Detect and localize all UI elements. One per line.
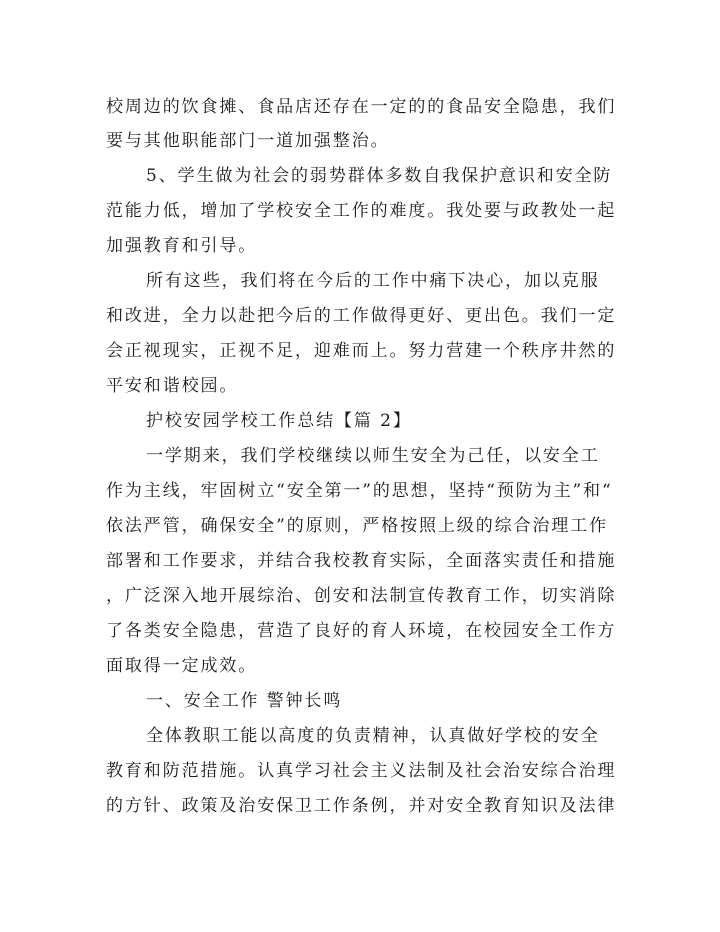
text-line: 5、学生做为社会的弱势群体多数自我保护意识和安全防 [146, 166, 613, 186]
text-line: 所有这些，我们将在今后的工作中痛下决心，加以克服 [146, 271, 600, 291]
text-line: 教育和防范措施。认真学习社会主义法制及社会治安综合治理 [106, 761, 617, 781]
text-line: 校周边的饮食摊、食品店还存在一定的的食品安全隐患，我们 [106, 97, 617, 117]
text-line: 面取得一定成效。 [106, 656, 258, 676]
text-line: 一学期来，我们学校继续以师生安全为己任，以安全工 [146, 446, 600, 466]
text-line: 和改进，全力以赴把今后的工作做得更好、更出色。我们一定 [106, 306, 617, 326]
text-line: 加强教育和引导。 [106, 236, 258, 256]
text-line: 平安和谐校园。 [106, 376, 239, 396]
text-line: 了各类安全隐患，营造了良好的育人环境，在校园安全工作方 [106, 621, 617, 641]
text-line: ，广泛深入地开展综治、创安和法制宣传教育工作，切实消除 [106, 586, 617, 606]
text-line: 依法严管，确保安全”的原则，严格按照上级的综合治理工作 [106, 516, 608, 536]
text-line: 的方针、政策及治安保卫工作条例，并对安全教育知识及法律 [106, 796, 617, 816]
text-line: 要与其他职能部门一道加强整治。 [106, 131, 390, 151]
text-line: 全体教职工能以高度的负责精神，认真做好学校的安全 [146, 726, 600, 746]
subsection-heading: 一、安全工作 警钟长鸣 [146, 691, 343, 711]
text-line: 会正视现实，正视不足，迎难而上。努力营建一个秩序井然的 [106, 341, 617, 361]
text-line: 范能力低，增加了学校安全工作的难度。我处要与政教处一起 [106, 201, 617, 221]
text-line: 部署和工作要求，并结合我校教育实际，全面落实责任和措施 [106, 551, 617, 571]
section-heading: 护校安园学校工作总结【篇 2】 [146, 411, 412, 431]
text-line: 作为主线，牢固树立“安全第一”的思想，坚持“预防为主”和“ [106, 481, 613, 501]
